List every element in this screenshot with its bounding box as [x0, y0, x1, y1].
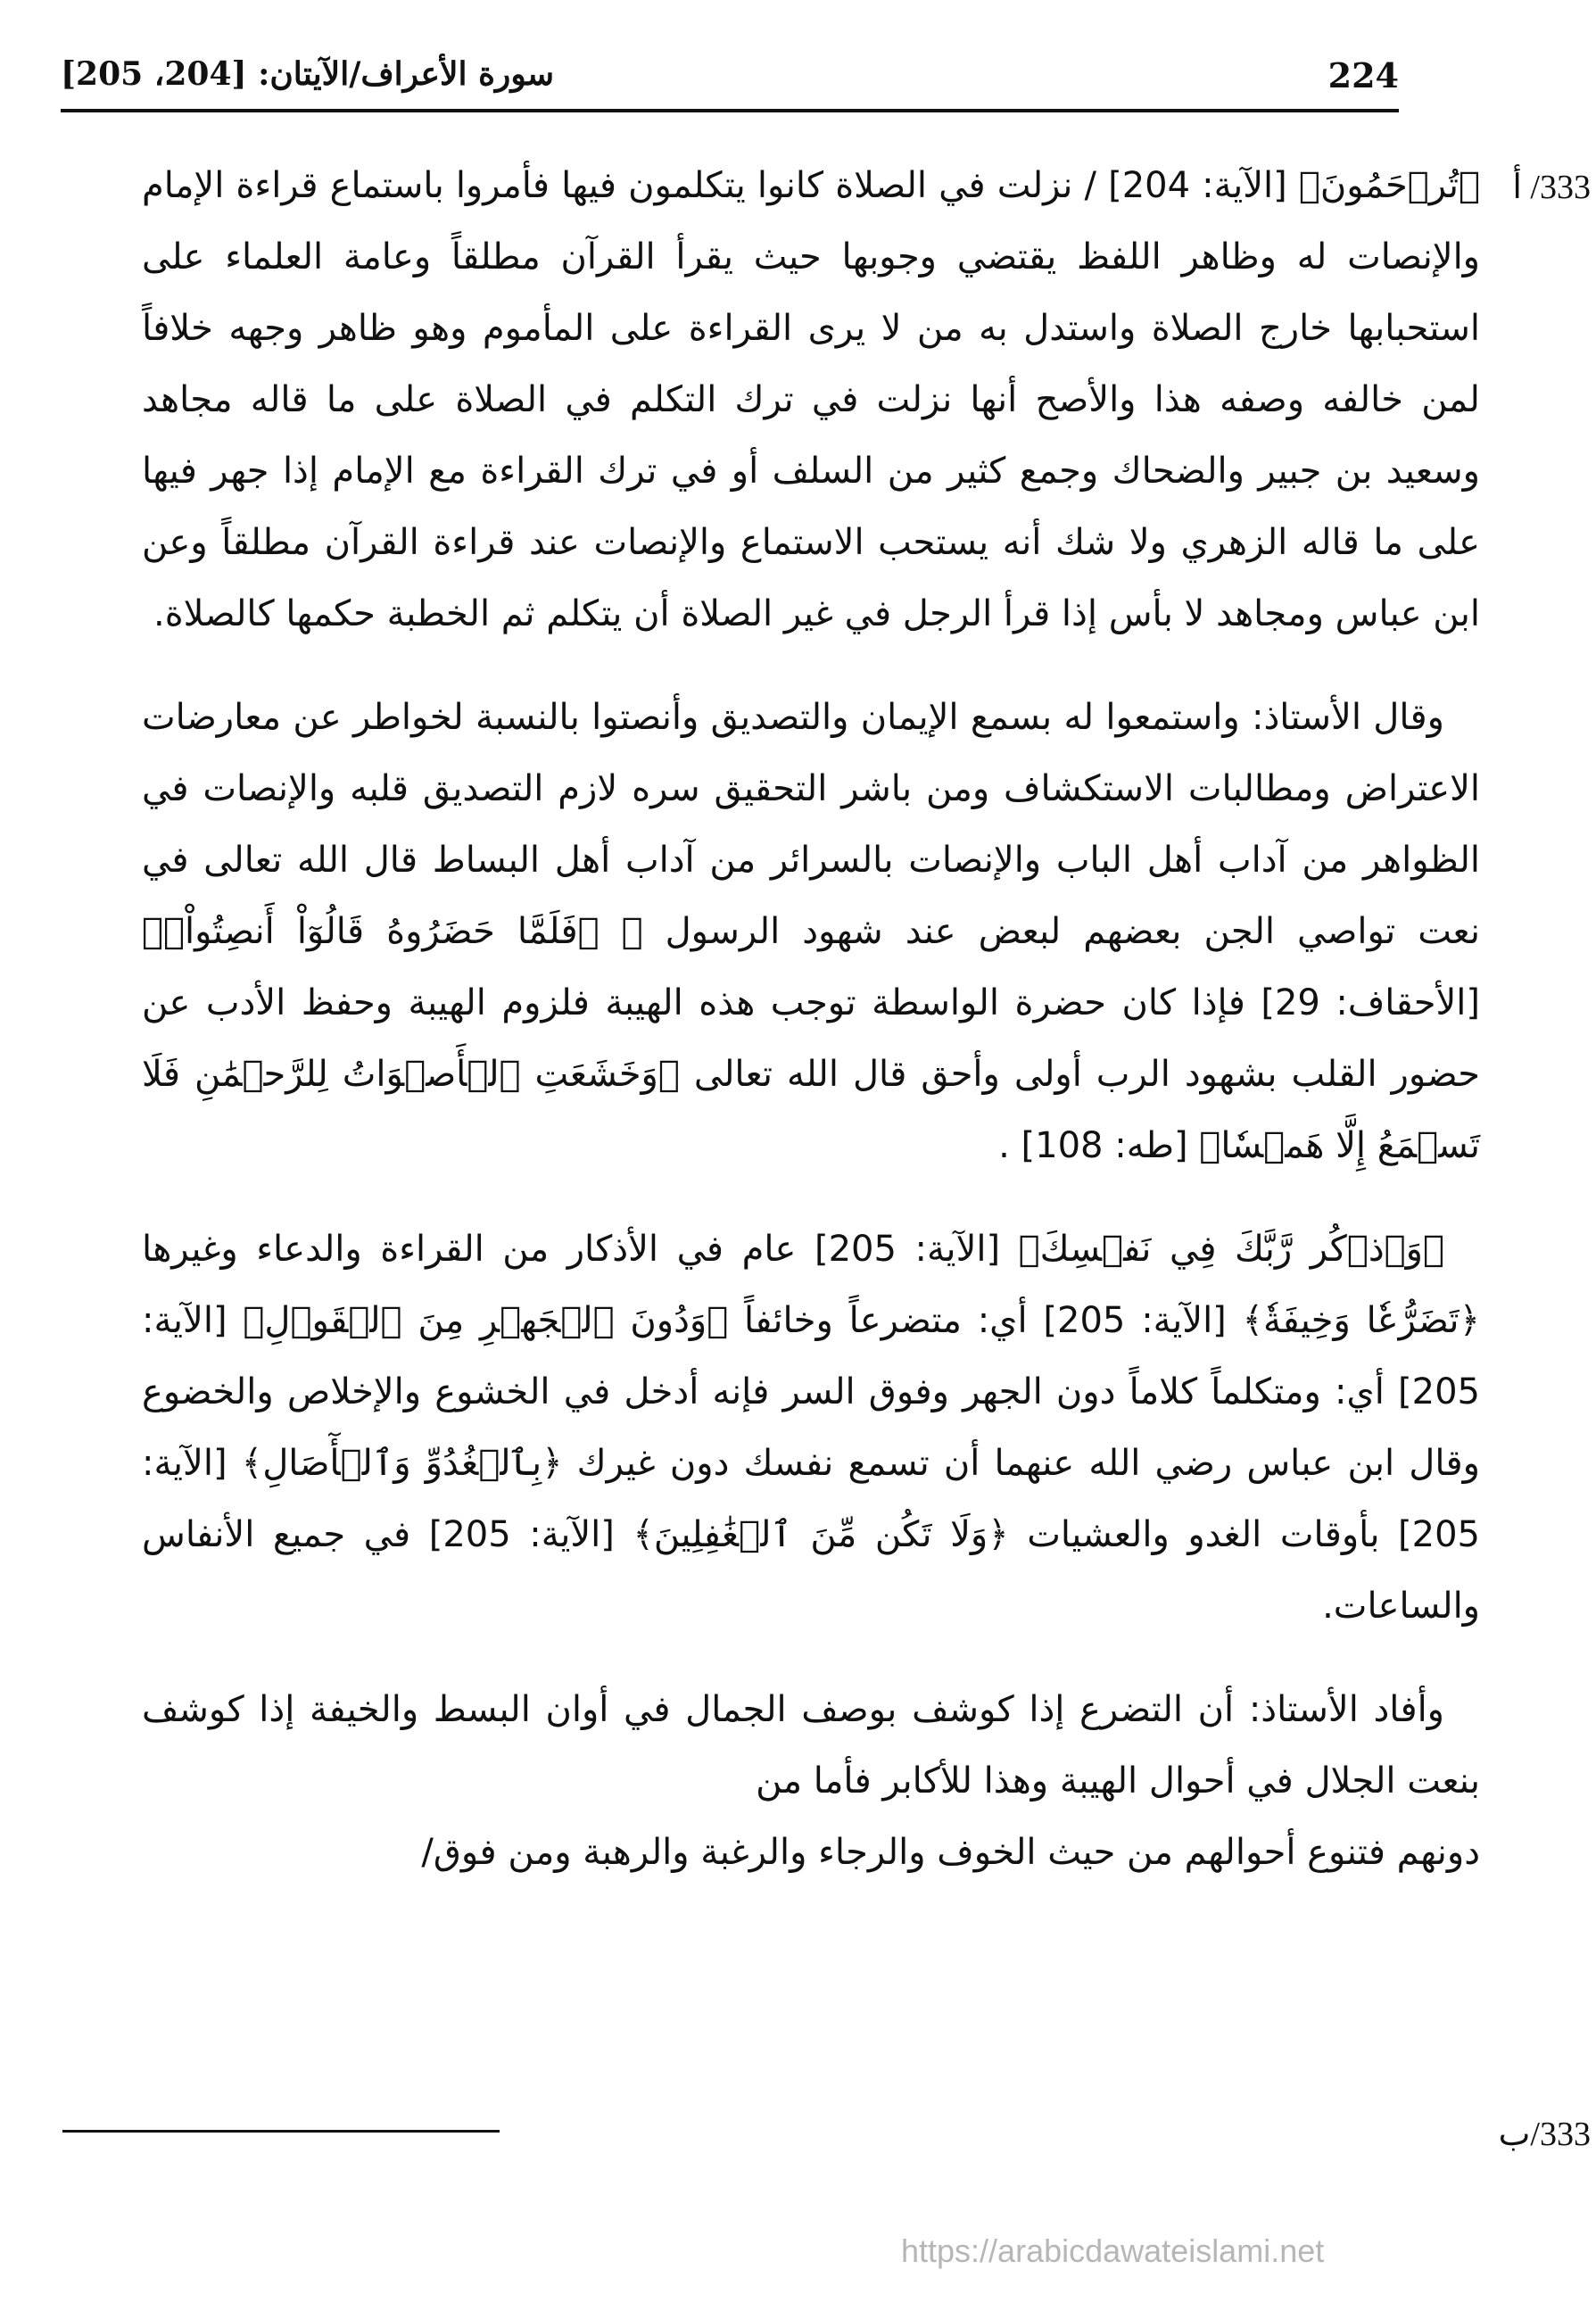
- margin-folio-ref-b: 333/ب: [1498, 2116, 1591, 2153]
- paragraph-2: وقال الأستاذ: واستمعوا له بسمع الإيمان والتصديق وأنصتوا بالنسبة لخواطر عن معارضات الاعتراض ومطالبات الاستكشاف ومن باشر التحقيق سره لازم التصديق قلبه والإنصات في الظواهر من آداب أهل الباب والإنصات بالسرائر من آداب أهل البساط قال الله تعالى في نعت تواصي الجن بعضهم لبعض عند شهود الرسول ﷺ ﴿فَلَمَّا حَضَرُوهُ قَالُوٓاْ أَنصِتُواْۖ﴾ [الأحقاف: 29] فإذا كان حضرة الواسطة توجب هذه الهيبة فلزوم الهيبة وحفظ الأدب عن حضور القلب بشهود الرب أولى وأحق قال الله تعالى ﴿وَخَشَعَتِ ٱلۡأَصۡوَاتُ لِلرَّحۡمَٰنِ فَلَا تَسۡمَعُ إِلَّا هَمۡسٗا﴾ [طه: 108] .: [142, 697, 1480, 1166]
- paragraph-3: ﴿وَٱذۡكُر رَّبَّكَ فِي نَفۡسِكَ﴾ [الآية: 205] عام في الأذكار من القراءة والدعاء وغيرها ﴿تَضَرُّعٗا وَخِيفَةٗ﴾ [الآية: 205] أي: متضرعاً وخائفاً ﴿وَدُونَ ٱلۡجَهۡرِ مِنَ ٱلۡقَوۡلِ﴾ [الآية: 205] أي: ومتكلماً كلاماً دون الجهر وفوق السر فإنه أدخل في الخشوع والإخلاص والخضوع وقال ابن عباس رضي الله عنهما أن تسمع نفسك دون غيرك ﴿بِٱلۡغُدُوِّ وَٱلۡأٓصَالِ﴾ [الآية: 205] بأوقات الغدو والعشيات ﴿وَلَا تَكُن مِّنَ ٱلۡغَٰفِلِينَ﴾ [الآية: 205] في جميع الأنفاس والساعات.: [142, 1229, 1481, 1627]
- paragraph-1: ﴿تُرۡحَمُونَ﴾ [الآية: 204] / نزلت في الصلاة كانوا يتكلمون فيها فأمروا باستماع قراءة الإمام والإنصات له وظاهر اللفظ يقتضي وجوبها حيث يقرأ القرآن مطلقاً وعامة العلماء على استحبابها خارج الصلاة واستدل به من لا يرى القراءة على المأموم وهو ظاهر وجهه خلافاً لمن خالفه وصفه هذا والأصح أنها نزلت في ترك التكلم في الصلاة على ما قاله مجاهد وسعيد بن جبير والضحاك وجمع كثير من السلف أو في ترك القراءة مع الإمام إذا جهر فيها على ما قاله الزهري ولا شك أنه يستحب الاستماع والإنصات عند قراءة القرآن مطلقاً وعن ابن عباس ومجاهد لا بأس إذا قرأ الرجل في غير الصلاة أن يتكلم ثم الخطبة حكمها كالصلاة.: [142, 165, 1480, 634]
- paragraph-5: دونهم فتنوع أحوالهم من حيث الخوف والرجاء والرغبة والرهبة ومن فوق/: [421, 1832, 1480, 1873]
- running-title: سورة الأعراف/الآيتان: [204، 205]: [61, 55, 555, 93]
- body-text: [142, 150, 1480, 1888]
- page-number: 224: [1327, 55, 1399, 95]
- paragraph-4: وأفاد الأستاذ: أن التضرع إذا كوشف بوصف الجمال في أوان البسط والخيفة إذا كوشف بنعت الجلال في أحوال الهيبة وهذا للأكابر فأما من: [142, 1689, 1480, 1802]
- watermark-url: https://arabicdawateislami.net: [901, 2232, 1325, 2269]
- margin-folio-ref-a: 333/ أ: [1512, 169, 1591, 206]
- page-header: [61, 55, 1399, 112]
- footnote-rule: [62, 2130, 500, 2133]
